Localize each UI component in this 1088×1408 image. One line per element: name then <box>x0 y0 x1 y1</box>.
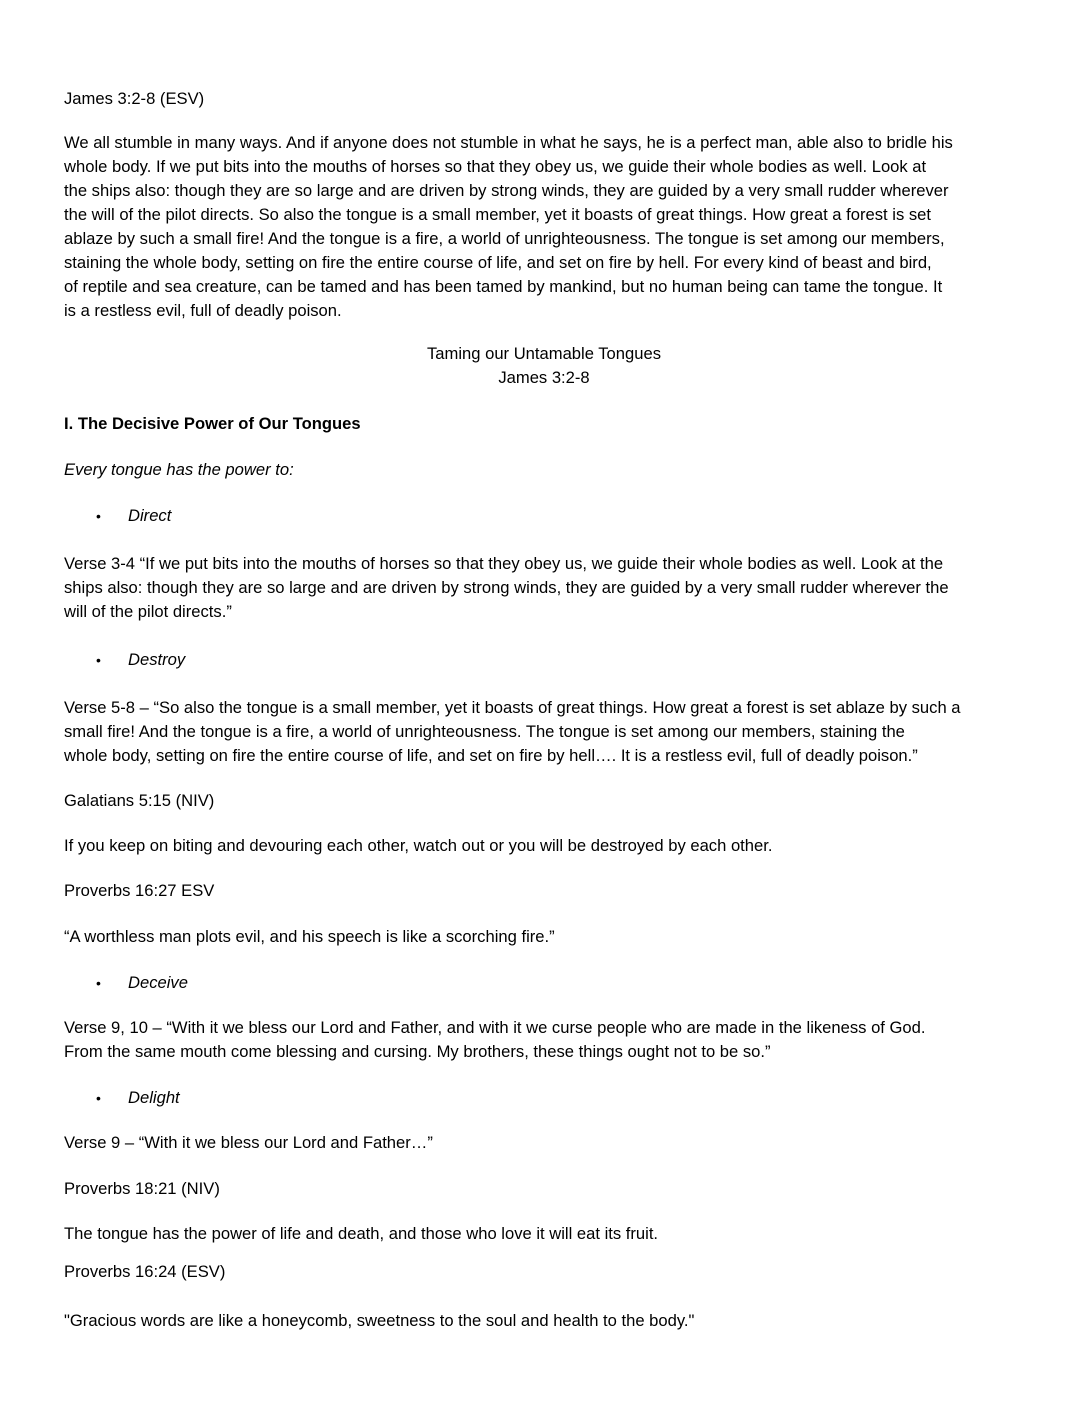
section-heading: I. The Decisive Power of Our Tongues <box>64 414 361 433</box>
bullet-dot: • <box>96 508 101 524</box>
passage-line: whole body. If we put bits into the mouths of horses so that they obey us, we guide their whole bodies as well. Look at <box>64 157 927 176</box>
passage-line: We all stumble in many ways. And if anyone does not stumble in what he says, he is a perfect man, able also to bridle his <box>64 133 953 152</box>
proverbs-18-21-reference: Proverbs 18:21 (NIV) <box>64 1179 220 1198</box>
delight-verse: Verse 9 – “With it we bless our Lord and Father…” <box>64 1133 433 1152</box>
bullet-item-destroy: Destroy <box>128 650 186 669</box>
verse-line: Verse 5-8 – “So also the tongue is a small member, yet it boasts of great things. How great a forest is set ablaze by such a <box>64 698 961 717</box>
proverbs-16-27-text: “A worthless man plots evil, and his speech is like a scorching fire.” <box>64 927 555 946</box>
verse-line: Verse 3-4 “If we put bits into the mouths of horses so that they obey us, we guide their whole bodies as well. Look at the <box>64 554 944 573</box>
bullet-item-direct: Direct <box>128 506 172 525</box>
passage-line: ablaze by such a small fire! And the tongue is a fire, a world of unrighteousness. The tongue is set among our members, <box>64 229 945 248</box>
proverbs-18-21-text: The tongue has the power of life and death, and those who love it will eat its fruit. <box>64 1224 659 1243</box>
verse-line: will of the pilot directs.” <box>64 602 232 621</box>
sermon-title: Taming our Untamable Tongues <box>427 344 661 363</box>
bullet-item-deceive: Deceive <box>128 973 188 992</box>
passage-line: the will of the pilot directs. So also the tongue is a small member, yet it boasts of great things. How great a forest is set <box>64 205 931 224</box>
galatians-text: If you keep on biting and devouring each other, watch out or you will be destroyed by each other. <box>64 836 773 855</box>
passage-line: staining the whole body, setting on fire the entire course of life, and set on fire by hell. For every kind of beast and bird, <box>64 253 932 272</box>
proverbs-16-24-reference: Proverbs 16:24 (ESV) <box>64 1262 226 1281</box>
passage-line: is a restless evil, full of deadly poison. <box>64 301 342 320</box>
verse-line: From the same mouth come blessing and cursing. My brothers, these things ought not to be so.” <box>64 1042 771 1061</box>
galatians-reference: Galatians 5:15 (NIV) <box>64 791 215 810</box>
bullet-dot: • <box>96 1090 101 1106</box>
bullet-item-delight: Delight <box>128 1088 180 1107</box>
deceive-verse <box>64 1016 1034 1064</box>
passage-line: of reptile and sea creature, can be tamed and has been tamed by mankind, but no human being can tame the tongue. It <box>64 277 943 296</box>
bullet-dot: • <box>96 975 101 991</box>
verse-line: ships also: though they are so large and are driven by strong winds, they are guided by a very small rudder wherever the <box>64 578 949 597</box>
sermon-title-block <box>0 342 1088 390</box>
verse-line: whole body, setting on fire the entire course of life, and set on fire by hell…. It is a restless evil, full of deadly poison.” <box>64 746 918 765</box>
proverbs-16-27-reference: Proverbs 16:27 ESV <box>64 881 215 900</box>
intro-line: Every tongue has the power to: <box>64 460 294 479</box>
direct-verse <box>64 552 1034 624</box>
destroy-verse <box>64 696 1034 768</box>
scripture-reference: James 3:2-8 (ESV) <box>64 89 205 108</box>
scripture-passage <box>64 131 1034 323</box>
verse-line: small fire! And the tongue is a fire, a world of unrighteousness. The tongue is set among our members, staining the <box>64 722 905 741</box>
sermon-reference: James 3:2-8 <box>498 368 590 387</box>
verse-line: Verse 9, 10 – “With it we bless our Lord and Father, and with it we curse people who are made in the likeness of God. <box>64 1018 926 1037</box>
bullet-dot: • <box>96 652 101 668</box>
proverbs-16-24-text: "Gracious words are like a honeycomb, sweetness to the soul and health to the body." <box>64 1311 695 1330</box>
passage-line: the ships also: though they are so large and are driven by strong winds, they are guided by a very small rudder wherever <box>64 181 949 200</box>
